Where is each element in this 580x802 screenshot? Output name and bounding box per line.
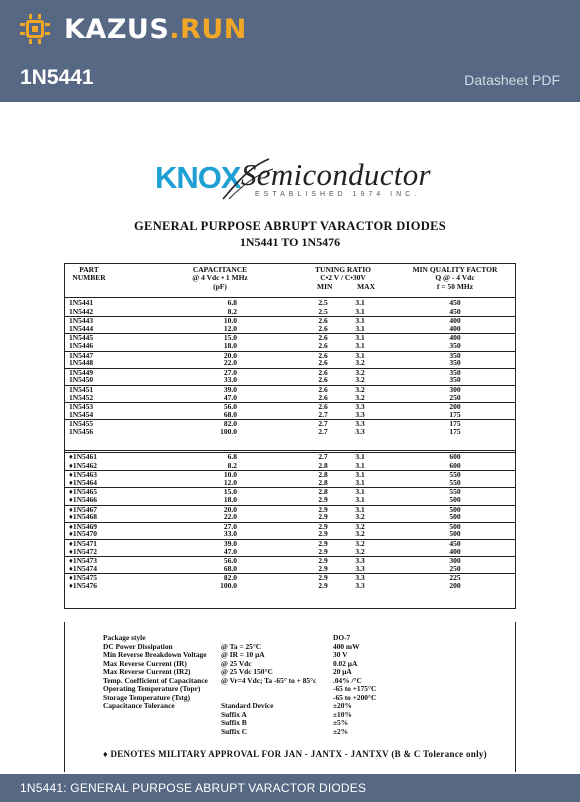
capacitance-cell: 68.0 xyxy=(223,563,237,573)
part-number-cell: ♦1N5469 xyxy=(69,521,97,531)
quality-factor-cell: 500 xyxy=(449,521,461,531)
tuning-max-cell: 3.2 xyxy=(355,367,365,377)
part-number-cell: 1N5449 xyxy=(69,367,94,377)
table-row xyxy=(65,479,515,488)
capacitance-cell: 56.0 xyxy=(223,402,237,412)
quality-factor-cell: 200 xyxy=(449,580,461,590)
table-row xyxy=(65,505,515,514)
quality-factor-cell: 350 xyxy=(449,358,461,368)
ratings-list xyxy=(103,634,503,736)
quality-factor-cell: 300 xyxy=(449,556,461,566)
table-body-standard xyxy=(65,299,515,437)
capacitance-cell: 33.0 xyxy=(223,529,237,539)
chip-icon xyxy=(20,14,50,44)
rating-condition: @ Vr=4 Vdc; Ta -65° to + 85°c xyxy=(221,675,317,685)
col-quality-factor: MIN QUALITY FACTOR Q @ - 4 Vdc f = 50 MHz xyxy=(412,265,498,291)
table-row xyxy=(65,385,515,394)
part-number-cell: ♦1N5468 xyxy=(69,512,97,522)
ratings-section xyxy=(64,622,516,772)
tuning-max-cell: 3.2 xyxy=(355,512,365,522)
part-number-cell: 1N5446 xyxy=(69,340,94,350)
table-row xyxy=(65,428,515,437)
tuning-min-cell: 2.6 xyxy=(318,340,328,350)
rating-label: Operating Temperature (Topr) xyxy=(103,684,201,693)
rating-label: Storage Temperature (Tstg) xyxy=(103,692,191,702)
tuning-min-cell: 2.9 xyxy=(318,538,328,548)
quality-factor-cell: 450 xyxy=(449,538,461,548)
quality-factor-cell: 400 xyxy=(449,546,461,556)
table-row xyxy=(65,325,515,334)
tuning-min-cell: 2.7 xyxy=(318,452,328,461)
part-number-cell: ♦1N5470 xyxy=(69,529,97,539)
tuning-min-cell: 2.7 xyxy=(318,426,328,436)
col-part: PART NUMBER xyxy=(72,265,106,283)
table-row xyxy=(65,368,515,377)
part-number-cell: ♦1N5461 xyxy=(69,452,97,461)
quality-factor-cell: 200 xyxy=(449,402,461,412)
part-number-cell: 1N5452 xyxy=(69,392,94,402)
capacitance-cell: 20.0 xyxy=(223,504,237,514)
quality-factor-cell: 550 xyxy=(449,470,461,480)
datasheet-page xyxy=(0,102,580,774)
capacitance-cell: 12.0 xyxy=(223,323,237,333)
rating-label: Max Reverse Current (IR) xyxy=(103,658,187,668)
quality-factor-cell: 250 xyxy=(449,392,461,402)
part-number-cell: ♦1N5476 xyxy=(69,580,97,590)
document-subtitle: 1N5441 TO 1N5476 xyxy=(239,235,341,249)
quality-factor-cell: 500 xyxy=(449,529,461,539)
tuning-min-cell: 2.9 xyxy=(318,512,328,522)
capacitance-cell: 100.0 xyxy=(220,426,237,436)
table-row xyxy=(65,333,515,342)
capacitance-cell: 100.0 xyxy=(220,580,237,590)
table-row xyxy=(65,513,515,522)
quality-factor-cell: 500 xyxy=(449,504,461,514)
tuning-max-cell: 3.1 xyxy=(355,333,365,343)
part-number-cell: 1N5443 xyxy=(69,316,94,326)
quality-factor-cell: 550 xyxy=(449,477,461,487)
tuning-min-cell: 2.9 xyxy=(318,546,328,556)
capacitance-cell: 39.0 xyxy=(223,538,237,548)
tuning-min-cell: 2.8 xyxy=(318,487,328,497)
military-approval-note: ♦ DENOTES MILITARY APPROVAL FOR JAN - JANTX - JANTXV (B & C Tolerance only) xyxy=(103,749,487,759)
tuning-min-cell: 2.7 xyxy=(318,419,328,429)
quality-factor-cell: 600 xyxy=(449,460,461,470)
rating-value: 30 V xyxy=(333,650,348,659)
quality-factor-cell: 450 xyxy=(449,298,461,307)
doc-type-label: Datasheet PDF xyxy=(464,72,560,88)
part-number-cell: 1N5454 xyxy=(69,409,94,419)
capacitance-cell: 15.0 xyxy=(223,487,237,497)
rating-label: Package style xyxy=(103,633,146,642)
tuning-min-cell: 2.5 xyxy=(318,298,328,307)
quality-factor-cell: 250 xyxy=(449,563,461,573)
rating-condition: Suffix A xyxy=(221,709,247,719)
tuning-min-cell: 2.9 xyxy=(318,580,328,590)
tuning-min-cell: 2.9 xyxy=(318,504,328,514)
tuning-max-cell: 3.2 xyxy=(355,521,365,531)
quality-factor-cell: 225 xyxy=(449,573,461,583)
table-header xyxy=(65,264,515,298)
rating-value: ±20% xyxy=(333,701,352,710)
tuning-max-cell: 3.1 xyxy=(355,298,365,307)
part-number-cell: 1N5453 xyxy=(69,402,94,412)
capacitance-cell: 68.0 xyxy=(223,409,237,419)
capacitance-cell: 8.2 xyxy=(227,306,237,316)
quality-factor-cell: 300 xyxy=(449,384,461,394)
part-number-cell: ♦1N5471 xyxy=(69,538,97,548)
quality-factor-cell: 175 xyxy=(449,409,461,419)
quality-factor-cell: 400 xyxy=(449,323,461,333)
tuning-max-cell: 3.1 xyxy=(355,487,365,497)
rating-value: 400 mW xyxy=(333,641,360,651)
quality-factor-cell: 500 xyxy=(449,494,461,504)
tuning-min-cell: 2.9 xyxy=(318,529,328,539)
capacitance-cell: 18.0 xyxy=(223,494,237,504)
capacitance-cell: 10.0 xyxy=(223,470,237,480)
tuning-min-cell: 2.9 xyxy=(318,521,328,531)
part-number-cell: 1N5455 xyxy=(69,419,94,429)
capacitance-cell: 6.8 xyxy=(227,298,237,307)
tuning-min-cell: 2.9 xyxy=(318,573,328,583)
tuning-min-cell: 2.6 xyxy=(318,358,328,368)
part-number-cell: 1N5447 xyxy=(69,350,94,360)
quality-factor-cell: 400 xyxy=(449,316,461,326)
tuning-min-cell: 2.6 xyxy=(318,367,328,377)
rating-label: Capacitance Tolerance xyxy=(103,701,175,710)
tuning-max-cell: 3.3 xyxy=(355,580,365,590)
tuning-max-cell: 3.2 xyxy=(355,392,365,402)
table-body-military xyxy=(65,453,515,591)
rating-value: 20 μA xyxy=(333,667,352,676)
tuning-max-cell: 3.1 xyxy=(355,340,365,350)
table-row xyxy=(65,548,515,557)
tuning-min-cell: 2.9 xyxy=(318,563,328,573)
part-number-cell: ♦1N5475 xyxy=(69,573,97,583)
tuning-min-cell: 2.8 xyxy=(318,460,328,470)
site-header xyxy=(0,0,580,102)
tuning-max-cell: 3.1 xyxy=(355,323,365,333)
rating-label: Temp. Coefficient of Capacitance xyxy=(103,675,208,685)
part-number-title: 1N5441 xyxy=(20,66,94,89)
part-number-cell: ♦1N5472 xyxy=(69,546,97,556)
document-title: GENERAL PURPOSE ABRUPT VARACTOR DIODES xyxy=(134,219,446,233)
part-number-cell: ♦1N5464 xyxy=(69,477,97,487)
tuning-max-cell: 3.3 xyxy=(355,573,365,583)
quality-factor-cell: 350 xyxy=(449,367,461,377)
part-number-cell: ♦1N5466 xyxy=(69,494,97,504)
tuning-min-cell: 2.6 xyxy=(318,375,328,385)
capacitance-cell: 22.0 xyxy=(223,358,237,368)
page-footer xyxy=(0,774,580,802)
table-row xyxy=(65,316,515,325)
capacitance-cell: 56.0 xyxy=(223,556,237,566)
tuning-min-cell: 2.6 xyxy=(318,316,328,326)
rating-condition: @ 25 Vdc xyxy=(221,658,252,668)
part-number-cell: ♦1N5465 xyxy=(69,487,97,497)
table-row xyxy=(65,453,515,462)
tuning-max-cell: 3.1 xyxy=(355,504,365,514)
table-row xyxy=(65,342,515,351)
part-number-cell: 1N5448 xyxy=(69,358,94,368)
tuning-min-cell: 2.6 xyxy=(318,402,328,412)
rating-row xyxy=(103,702,503,711)
quality-factor-cell: 400 xyxy=(449,333,461,343)
tuning-max-cell: 3.2 xyxy=(355,384,365,394)
site-name: KAZUS.RUN xyxy=(64,13,247,45)
capacitance-cell: 12.0 xyxy=(223,477,237,487)
tuning-max-cell: 3.2 xyxy=(355,546,365,556)
capacitance-cell: 47.0 xyxy=(223,392,237,402)
capacitance-cell: 39.0 xyxy=(223,384,237,394)
capacitance-cell: 33.0 xyxy=(223,375,237,385)
capacitance-cell: 18.0 xyxy=(223,340,237,350)
tuning-min-cell: 2.6 xyxy=(318,384,328,394)
col-tuning-ratio: TUNING RATIO C•2 V / C•30V MIN MAX xyxy=(315,265,375,291)
capacitance-cell: 82.0 xyxy=(223,573,237,583)
table-divider xyxy=(65,450,515,451)
tuning-min-cell: 2.7 xyxy=(318,409,328,419)
tuning-max-cell: 3.2 xyxy=(355,375,365,385)
table-row xyxy=(65,359,515,368)
part-number-cell: ♦1N5473 xyxy=(69,556,97,566)
quality-factor-cell: 350 xyxy=(449,350,461,360)
capacitance-cell: 20.0 xyxy=(223,350,237,360)
tuning-max-cell: 3.2 xyxy=(355,358,365,368)
table-row xyxy=(65,411,515,420)
rating-row xyxy=(103,719,503,728)
rating-label: Min Reverse Breakdown Voltage xyxy=(103,650,207,659)
part-number-cell: 1N5456 xyxy=(69,426,94,436)
rating-condition: Suffix C xyxy=(221,726,248,736)
capacitance-cell: 27.0 xyxy=(223,367,237,377)
part-number-cell: ♦1N5462 xyxy=(69,460,97,470)
table-row xyxy=(65,573,515,582)
capacitance-cell: 10.0 xyxy=(223,316,237,326)
tuning-max-cell: 3.1 xyxy=(355,350,365,360)
tuning-min-cell: 2.6 xyxy=(318,323,328,333)
table-row xyxy=(65,470,515,479)
capacitance-cell: 82.0 xyxy=(223,419,237,429)
tuning-max-cell: 3.3 xyxy=(355,402,365,412)
part-number-cell: ♦1N5463 xyxy=(69,470,97,480)
rating-row xyxy=(103,711,503,720)
rating-value: ±2% xyxy=(333,726,349,736)
table-row xyxy=(65,530,515,539)
rating-value: 0.02 μA xyxy=(333,658,358,668)
tuning-max-cell: 3.1 xyxy=(355,452,365,461)
capacitance-cell: 8.2 xyxy=(227,460,237,470)
tuning-min-cell: 2.6 xyxy=(318,392,328,402)
rating-condition: @ Ta = 25°C xyxy=(221,641,262,651)
table-row xyxy=(65,487,515,496)
quality-factor-cell: 550 xyxy=(449,487,461,497)
rating-value: ±5% xyxy=(333,718,349,727)
tuning-max-cell: 3.1 xyxy=(355,306,365,316)
tuning-max-cell: 3.1 xyxy=(355,477,365,487)
col-capacitance: CAPACITANCE @ 4 Vdc • 1 MHz (pF) xyxy=(192,265,248,291)
specifications-table xyxy=(64,263,516,609)
part-number-cell: 1N5441 xyxy=(69,298,94,307)
quality-factor-cell: 350 xyxy=(449,340,461,350)
tuning-max-cell: 3.2 xyxy=(355,529,365,539)
tuning-max-cell: 3.1 xyxy=(355,494,365,504)
tuning-max-cell: 3.3 xyxy=(355,426,365,436)
rating-label: Max Reverse Current (IR2) xyxy=(103,667,191,676)
part-number-cell: ♦1N5467 xyxy=(69,504,97,514)
tuning-max-cell: 3.3 xyxy=(355,409,365,419)
part-number-cell: 1N5442 xyxy=(69,306,94,316)
rating-condition: @ IR = 10 μA xyxy=(221,650,265,659)
knox-logo: KNOX Semiconductor ESTABLISHED 1974 INC. xyxy=(155,157,425,212)
quality-factor-cell: 500 xyxy=(449,512,461,522)
capacitance-cell: 6.8 xyxy=(227,452,237,461)
rating-condition: @ 25 Vdc 150°C xyxy=(221,667,273,676)
tuning-max-cell: 3.1 xyxy=(355,316,365,326)
table-row xyxy=(65,565,515,574)
tuning-min-cell: 2.9 xyxy=(318,556,328,566)
tuning-min-cell: 2.6 xyxy=(318,333,328,343)
table-row xyxy=(65,394,515,403)
part-number-cell: 1N5445 xyxy=(69,333,94,343)
tuning-max-cell: 3.1 xyxy=(355,460,365,470)
table-row xyxy=(65,496,515,505)
tuning-max-cell: 3.3 xyxy=(355,419,365,429)
capacitance-cell: 27.0 xyxy=(223,521,237,531)
table-row xyxy=(65,556,515,565)
part-number-cell: 1N5444 xyxy=(69,323,94,333)
rating-row xyxy=(103,728,503,737)
rating-value: -65 to +200°C xyxy=(333,692,377,702)
rating-value: -65 to +175°C xyxy=(333,684,377,693)
quality-factor-cell: 450 xyxy=(449,306,461,316)
table-row xyxy=(65,351,515,360)
rating-condition: Suffix B xyxy=(221,718,247,727)
tuning-min-cell: 2.8 xyxy=(318,477,328,487)
table-row xyxy=(65,582,515,591)
tuning-min-cell: 2.8 xyxy=(318,470,328,480)
table-row xyxy=(65,522,515,531)
footer-text: 1N5441: GENERAL PURPOSE ABRUPT VARACTOR DIODES xyxy=(20,781,367,795)
tuning-max-cell: 3.1 xyxy=(355,470,365,480)
tuning-min-cell: 2.6 xyxy=(318,350,328,360)
rating-label: DC Power Dissipation xyxy=(103,641,173,651)
rating-value: .04% /°C xyxy=(333,675,362,685)
quality-factor-cell: 175 xyxy=(449,419,461,429)
capacitance-cell: 15.0 xyxy=(223,333,237,343)
tuning-max-cell: 3.3 xyxy=(355,563,365,573)
tuning-min-cell: 2.5 xyxy=(318,306,328,316)
rating-value: DO-7 xyxy=(333,633,351,642)
table-row xyxy=(65,299,515,308)
part-number-cell: ♦1N5474 xyxy=(69,563,97,573)
tuning-max-cell: 3.3 xyxy=(355,556,365,566)
quality-factor-cell: 350 xyxy=(449,375,461,385)
tuning-max-cell: 3.2 xyxy=(355,538,365,548)
site-logo[interactable] xyxy=(20,12,247,46)
table-row xyxy=(65,419,515,428)
capacitance-cell: 47.0 xyxy=(223,546,237,556)
capacitance-cell: 22.0 xyxy=(223,512,237,522)
quality-factor-cell: 175 xyxy=(449,426,461,436)
rating-value: ±10% xyxy=(333,709,352,719)
rating-condition: Standard Device xyxy=(221,701,274,710)
table-row xyxy=(65,462,515,471)
table-row xyxy=(65,376,515,385)
tuning-min-cell: 2.9 xyxy=(318,494,328,504)
quality-factor-cell: 600 xyxy=(449,452,461,461)
table-row xyxy=(65,539,515,548)
part-number-cell: 1N5451 xyxy=(69,384,94,394)
table-row xyxy=(65,308,515,317)
part-number-cell: 1N5450 xyxy=(69,375,94,385)
table-row xyxy=(65,402,515,411)
